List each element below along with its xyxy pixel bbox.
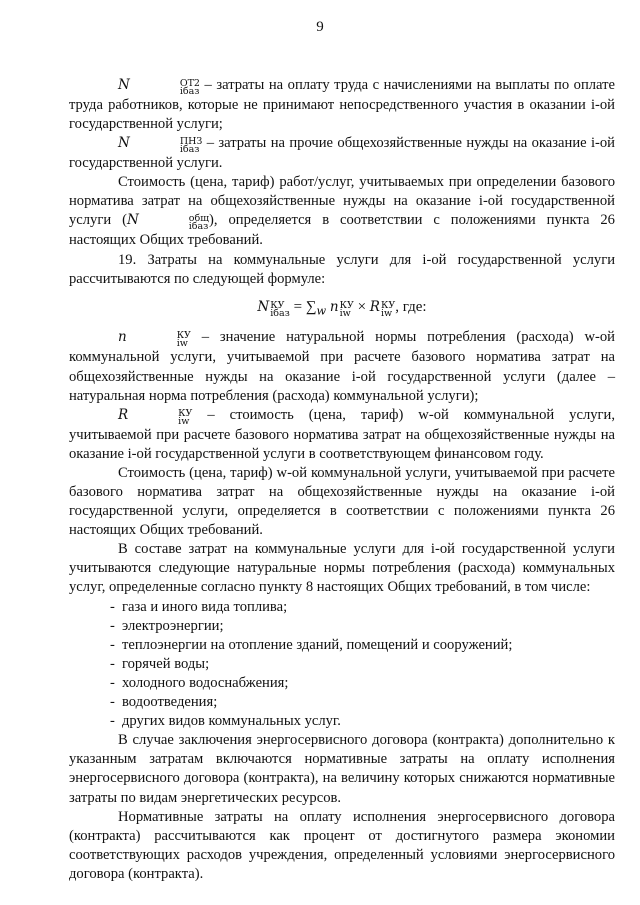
otz-definition [69,76,615,134]
page-number: 9 [316,19,324,35]
symbol-superscript: ОТ2 [179,78,200,89]
symbol-indices [129,407,193,427]
symbol-base: n [329,298,339,315]
symbol-base: N [118,135,130,152]
list-item: - теплоэнергии на отопление зданий, помещений и сооружений; [110,636,615,655]
formula-r [369,298,396,319]
symbol-superscript: КУ [176,330,191,342]
sum-symbol: ∑ [305,298,317,315]
sum-subscript: w [316,304,327,318]
symbol-subscript: iбаз [270,307,290,319]
symbol-superscript: КУ [178,407,193,419]
symbol-superscript: общ [188,213,210,225]
symbol-subscript: iбаз [188,221,209,233]
pnz-text: – затраты на прочие общехозяйственные нужды на оказание i-ой государственной услуги. [69,135,615,172]
symbol-indices [131,138,203,154]
symbol-base: R [369,298,380,315]
sum-index [316,299,327,318]
list-item: - водоотведения; [110,693,615,712]
list-item: - горячей воды; [110,655,615,674]
symbol-superscript: КУ [270,299,285,311]
n-definition [69,328,615,405]
symbol-superscript: ПНЗ [179,136,203,148]
symbol-base: N [257,298,270,315]
normative-costs-paragraph: Нормативные затраты на оплату исполнения энергосервисного договора (контракта) рассчитываются как процент от достигнутого размера экономии соответствующих расходов учреждения, определенный условиями энергосервисного договора (контракта). [69,808,615,882]
symbol-indices [339,299,354,319]
symbol-base: R [118,406,129,423]
formula [69,296,615,323]
energy-contract-paragraph: В случае заключения энергосервисного договора (контракта) дополнительно к указанным затратам включаются нормативные затраты на оплату исполнения энергосервисного договора (контракта), на величину которых снижаются нормативные затраты по видам энергетических ресурсов. [69,732,615,806]
symbol-base: N [118,77,130,93]
otz-symbol [118,77,200,97]
otz-text: – затраты на оплату труда с начислениями на выплаты по оплате труда работников, которые не принимают непосредственного участия в оказании i-ой государственной услуги; [69,77,615,133]
symbol-indices [128,332,191,348]
cost-paragraph [69,173,615,250]
formula-n [329,298,354,319]
formula-lhs [257,298,290,319]
r-definition [69,406,615,464]
symbol-superscript: КУ [380,299,396,311]
paragraph-19: 19. Затраты на коммунальные услуги для i-ой государственной услуги рассчитываются по следующей формуле: [69,251,615,287]
formula-equals: = [289,298,306,315]
symbol-indices [380,299,396,319]
n-text: – значение натуральной нормы потребления (расхода) w-ой коммунальной услуги, учитываемой при расчете базового норматива затрат на общехозяйственные нужды на оказание i-ой государственной услуги (далее – натуральная норма потребления (расхода) коммунальной услуги); [69,329,615,404]
composition-paragraph: В составе затрат на коммунальные услуги для i-ой государственной услуги учитываются следующие натуральные нормы потребления (расхода) коммунальных услуг, определенные согласно пункту 8 настоящих Общих требований, в том числе: [69,541,615,596]
cost-paragraph-2: Стоимость (цена, тариф) w-ой коммунальной услуги, учитываемой при расчете базового норматива затрат на общехозяйственные нужды на оказание i-ой государственной услуги, определяется в соответствии с положениями пункта 26 настоящих Общих требований. [69,464,615,539]
pnz-symbol [118,135,203,156]
utility-list [69,598,615,732]
list-item: - других видов коммунальных услуг. [110,712,615,731]
symbol-base: N [126,212,139,229]
symbol-subscript: iw [176,338,188,350]
symbol-subscript: iw [380,307,393,319]
symbol-indices [131,80,200,96]
symbol-superscript: КУ [339,299,354,311]
obshch-symbol [126,212,210,233]
list-item: - электроэнергии; [110,617,615,636]
symbol-base: n [118,329,127,346]
symbol-indices [140,215,209,231]
formula-tail: , где: [395,298,427,315]
list-item: - газа и иного вида топлива; [110,598,615,617]
n-symbol [118,329,191,350]
cost-text-before: Стоимость (цена, тариф) работ/услуг, учитываемых при определении базового норматива затрат на общехозяйственные нужды на оказание i-ой государственной услуги ( [69,174,615,229]
list-item: - холодного водоснабжения; [110,674,615,693]
document-body [69,76,615,884]
symbol-subscript: iбаз [179,144,200,156]
r-text: – стоимость (цена, тариф) w-ой коммунальной услуги, учитываемой при расчете базового норматива затрат на общехозяйственные нужды на оказание i-ой государственной услуги в соответствующем финансовом году. [69,406,615,462]
symbol-subscript: iбаз [179,86,200,97]
pnz-definition [69,134,615,173]
formula-times: × [353,298,370,315]
symbol-subscript: iw [339,307,351,319]
r-symbol [118,406,193,427]
cost-text-after: ), определяется в соответствии с положениями пункта 26 настоящих Общих требований. [69,212,615,249]
symbol-subscript: iw [178,415,190,427]
symbol-indices [270,299,290,319]
